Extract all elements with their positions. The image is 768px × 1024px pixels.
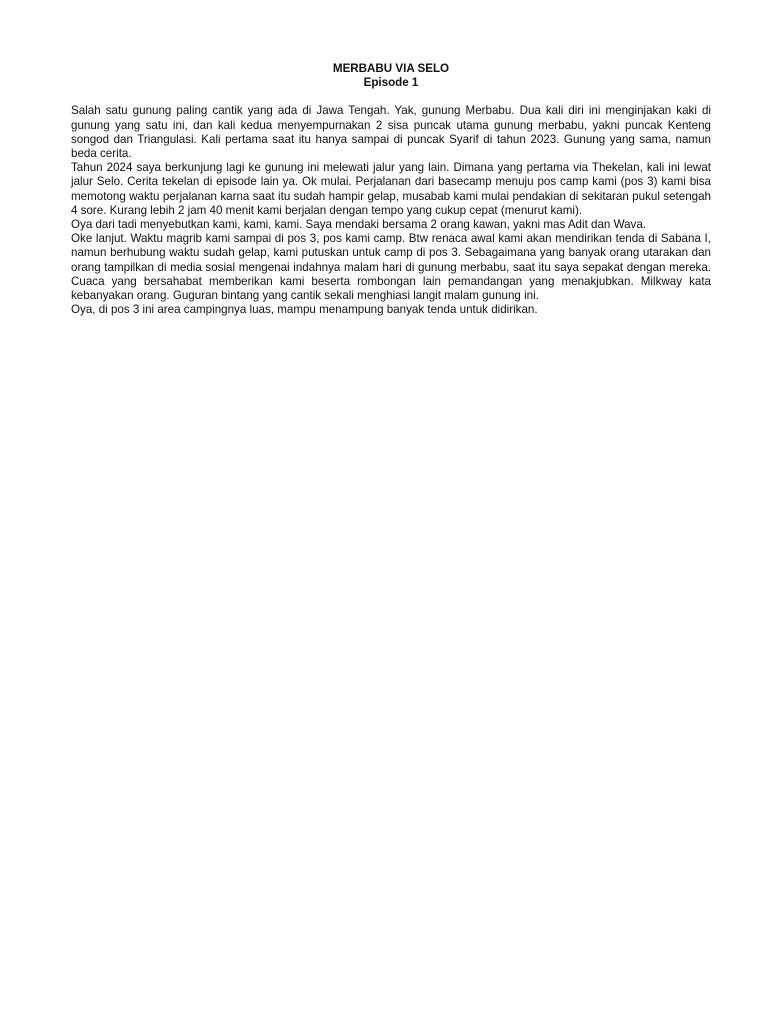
paragraph: Salah satu gunung paling cantik yang ada di Jawa Tengah. Yak, gunung Merbabu. Dua kali diri ini menginjakan kaki di gunung yang satu ini, dan kali kedua menyempurnakan 2 sisa puncak utama gunung merbabu, yakni puncak Kenteng songod dan Triangulasi. Kali pertama saat itu hanya sampai di puncak Syarif di tahun 2023. Gunung yang sama, namun beda cerita. [71,104,711,161]
paragraph: Tahun 2024 saya berkunjung lagi ke gunung ini melewati jalur yang lain. Dimana yang pertama via Thekelan, kali ini lewat jalur Selo. Cerita tekelan di episode lain ya. Ok mulai. Perjalanan dari basecamp menuju pos camp kami (pos 3) kami bisa memotong waktu perjalanan karna saat itu sudah hampir gelap, musabab kami mulai pendakian di sekitaran pukul setengah 4 sore. Kurang lebih 2 jam 40 menit kami berjalan dengan tempo yang cukup cepat (menurut kami). [71,161,711,217]
document-subtitle: Episode 1 [363,76,419,90]
document-title: MERBABU VIA SELO [332,62,450,75]
paragraph: Oya, di pos 3 ini area campingnya luas, mampu menampung banyak tenda untuk didirikan. [71,303,538,317]
paragraph: Oya dari tadi menyebutkan kami, kami, kami. Saya mendaki bersama 2 orang kawan, yakni mas Adit dan Wava. [71,218,647,232]
paragraph: Oke lanjut. Waktu magrib kami sampai di pos 3, pos kami camp. Btw renaca awal kami akan mendirikan tenda di Sabana I, namun berhubung waktu sudah gelap, kami putuskan untuk camp di pos 3. Sebagaimana yang banyak orang utarakan dan orang tampilkan di media sosial mengenai indahnya malam hari di gunung merbabu, saat itu saya sepakat dengan mereka. Cuaca yang bersahabat memberikan kami beserta rombongan lain pemandangan yang menakjubkan. Milkway kata kebanyakan orang. Guguran bintang yang cantik sekali menghiasi langit malam gunung ini. [71,232,711,303]
document-body [71,62,711,317]
